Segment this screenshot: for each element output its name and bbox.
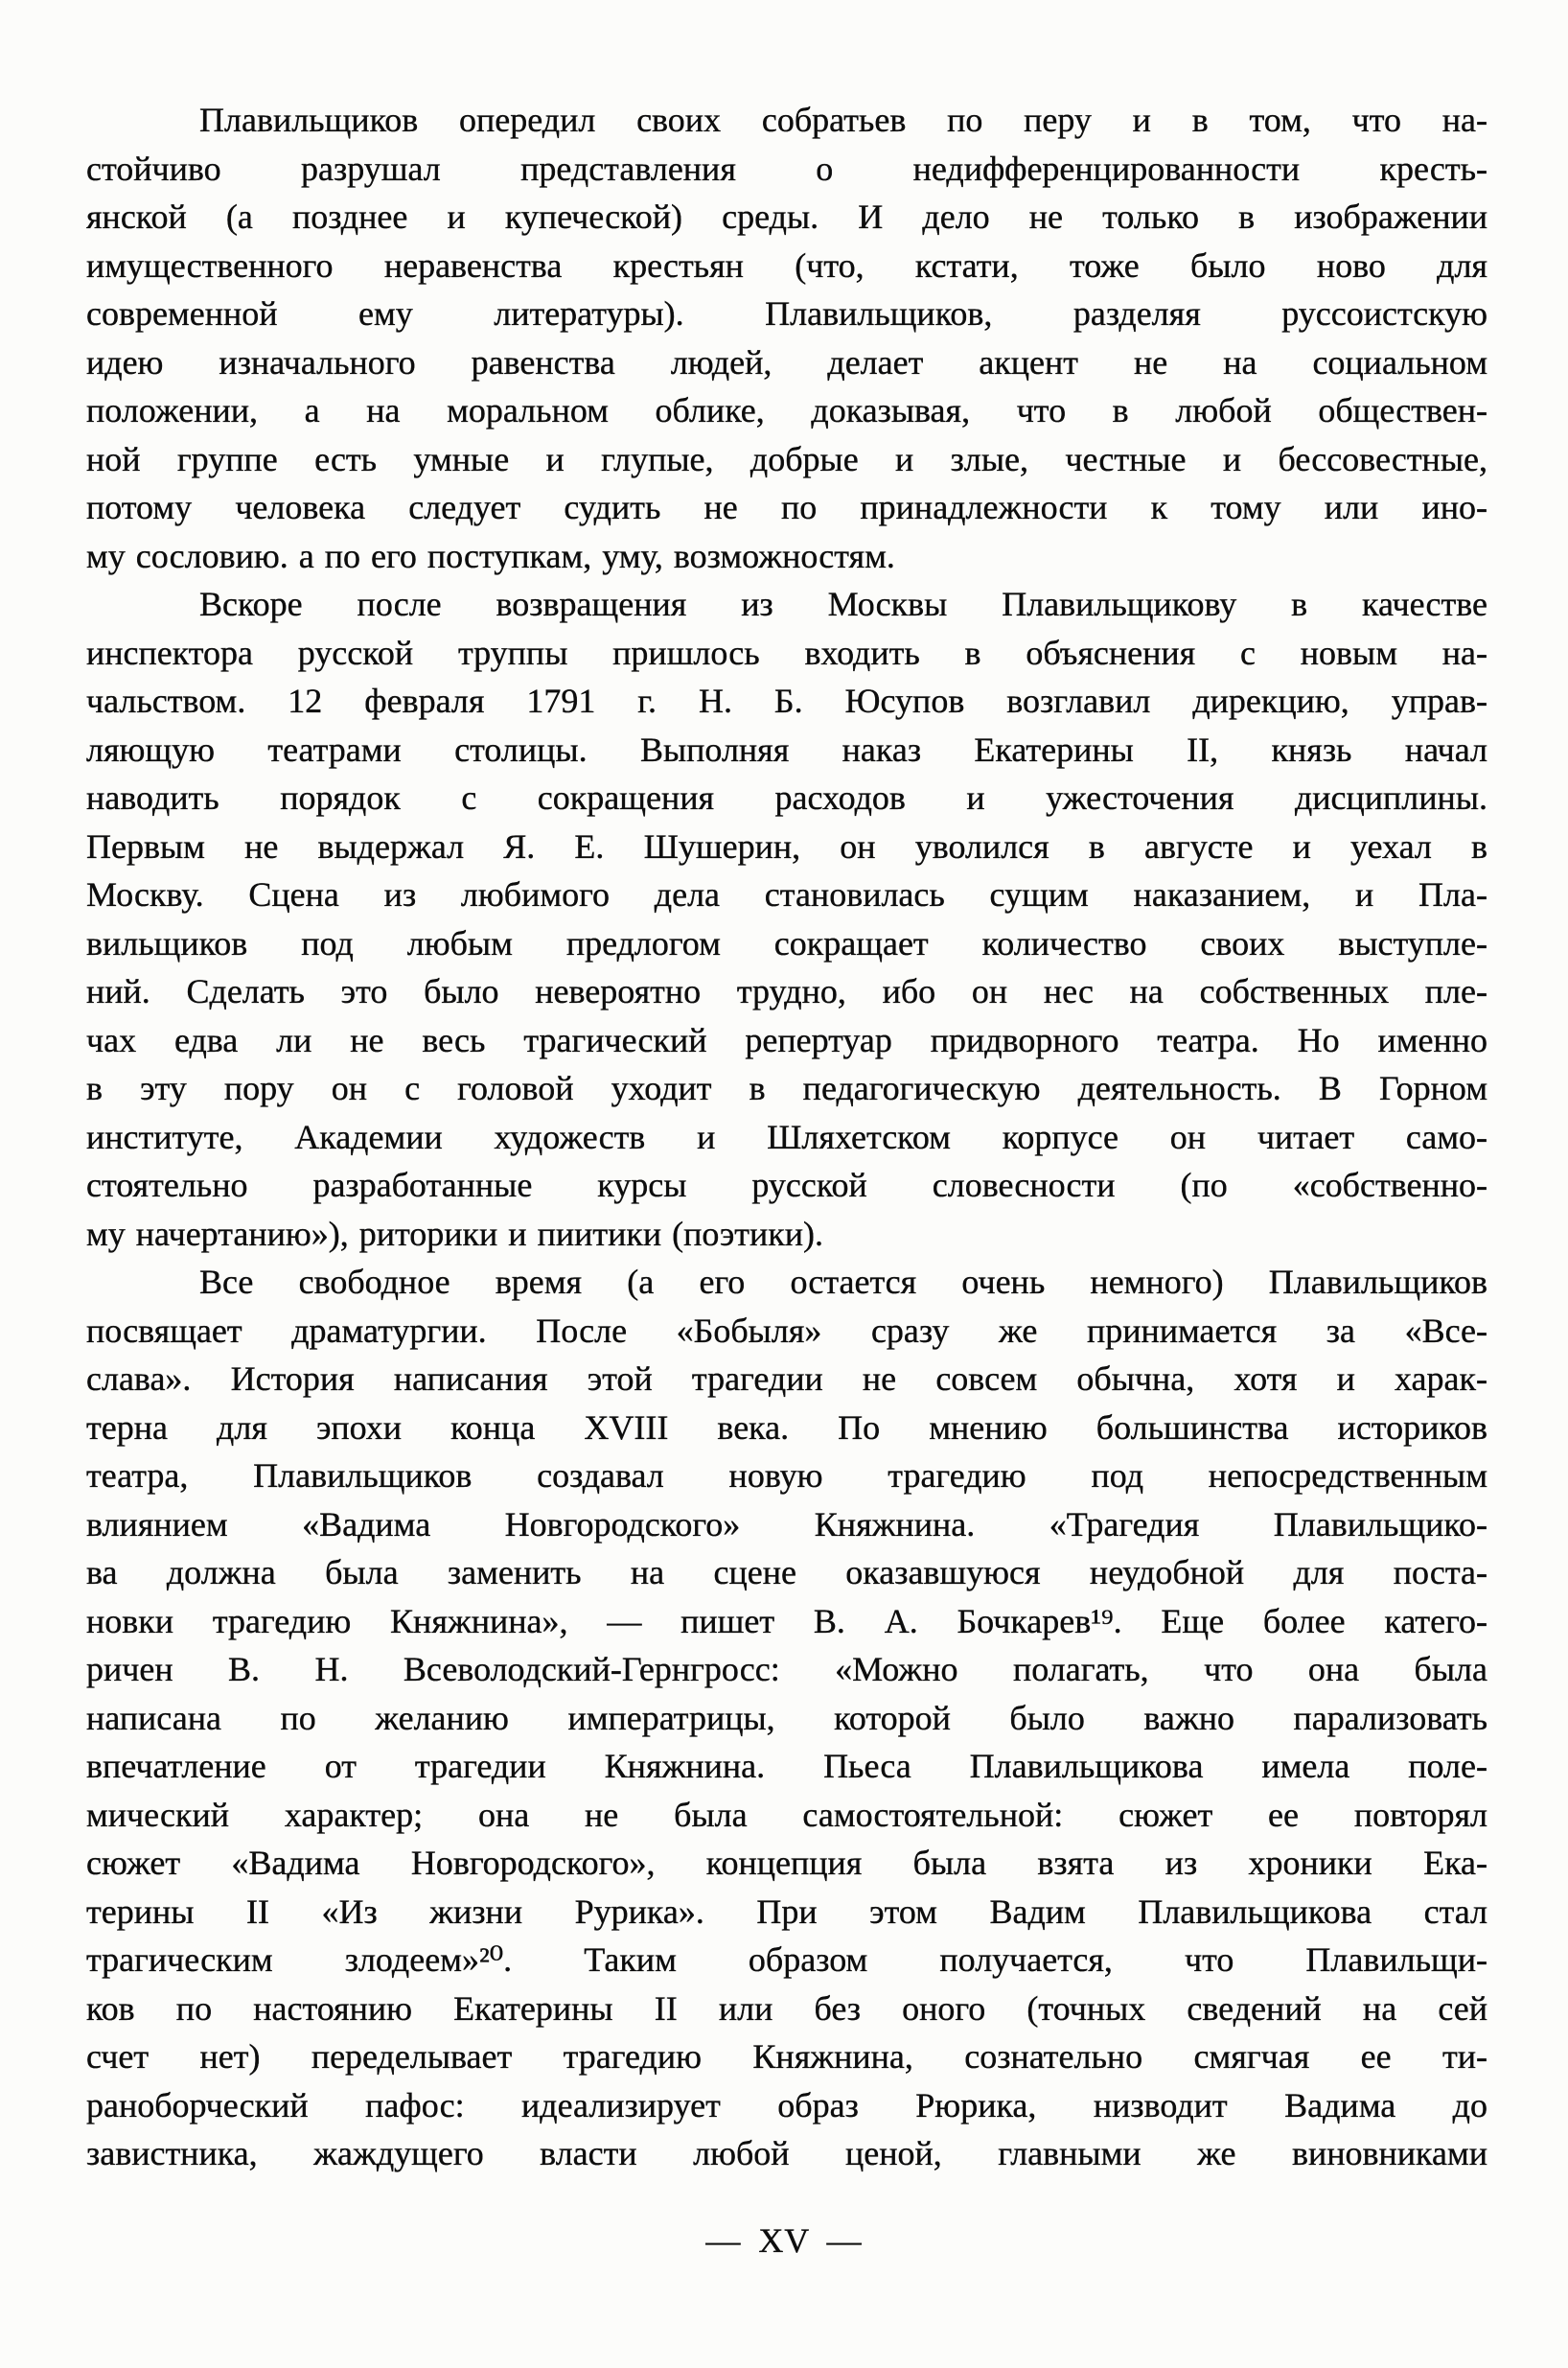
text-line: в эту пору он с головой уходит в педагогическую деятельность. В Горном <box>86 1069 1487 1107</box>
text-line: завистника, жаждущего власти любой ценой, главными же виновниками <box>86 2134 1487 2172</box>
text-line: положении, а на моральном облике, доказывая, что в любой обществен- <box>86 391 1487 429</box>
text-line: чальством. 12 февраля 1791 г. Н. Б. Юсупов возглавил дирекцию, управ- <box>86 682 1487 720</box>
text-line: терины II «Из жизни Рурика». При этом Вадим Плавильщикова стал <box>86 1892 1487 1931</box>
text-line: ляющую театрами столицы. Выполняя наказ Екатерины II, князь начал <box>86 730 1487 769</box>
text-line: Все свободное время (а его остается очень немного) Плавильщиков <box>199 1263 1487 1301</box>
text-line: трагическим злодеем»²⁰. Таким образом получается, что Плавильщи- <box>86 1940 1487 1979</box>
text-line: терна для эпохи конца XVIII века. По мнению большинства историков <box>86 1407 1487 1447</box>
text-line: мический характер; она не была самостоятельной: сюжет ее повторял <box>86 1795 1487 1834</box>
text-line: Плавильщиков опередил своих собратьев по перу и в том, что на- <box>199 101 1487 139</box>
page-number: — XV — <box>705 2221 863 2260</box>
text-line: Первым не выдержал Я. Е. Шушерин, он уволился в августе и уехал в <box>86 826 1487 866</box>
text-line: слава». История написания этой трагедии не совсем обычна, хотя и харак- <box>86 1359 1487 1398</box>
text-line: потому человека следует судить не по принадлежности к тому или ино- <box>86 488 1487 526</box>
text-line: новки трагедию Княжнина», — пишет В. А. Бочкарев¹⁹. Еще более катего- <box>86 1601 1487 1640</box>
text-line: инспектора русской труппы пришлось входить в объяснения с новым на- <box>86 633 1487 672</box>
text-line: ва должна была заменить на сцене оказавшуюся неудобной для поста- <box>86 1553 1487 1591</box>
text-line: стойчиво разрушал представления о недифференцированности кресть- <box>86 149 1487 188</box>
text-line: имущественного неравенства крестьян (что, кстати, тоже было ново для <box>86 245 1487 285</box>
text-line: наводить порядок с сокращения расходов и ужесточения дисциплины. <box>86 778 1487 817</box>
text-line: чах едва ли не весь трагический репертуар придворного театра. Но именно <box>86 1020 1487 1059</box>
text-line: ной группе есть умные и глупые, добрые и злые, честные и бессовестные, <box>86 439 1487 478</box>
text-line: стоятельно разработанные курсы русской словесности (по «собственно- <box>86 1166 1487 1204</box>
text-line: му сословию. а по его поступкам, уму, возможностям. <box>86 536 895 575</box>
text-line: Вскоре после возвращения из Москвы Плавильщикову в качестве <box>199 585 1487 623</box>
text-line: янской (а позднее и купеческой) среды. И дело не только в изображении <box>86 197 1487 236</box>
text-line: написана по желанию императрицы, которой было важно парализовать <box>86 1698 1487 1737</box>
text-line: Москву. Сцена из любимого дела становилась сущим наказанием, и Пла- <box>86 875 1487 914</box>
text-line: впечатление от трагедии Княжнина. Пьеса Плавильщикова имела поле- <box>86 1747 1487 1785</box>
text-line: ков по настоянию Екатерины II или без оного (точных сведений на сей <box>86 1988 1487 2028</box>
text-line: му начертанию»), риторики и пиитики (поэтики). <box>86 1214 824 1253</box>
text-line: вильщиков под любым предлогом сокращает количество своих выступле- <box>86 923 1487 963</box>
text-line: ричен В. Н. Всеволодский-Гернгросс: «Можно полагать, что она была <box>86 1650 1487 1688</box>
text-line: раноборческий пафос: идеализирует образ Рюрика, низводит Вадима до <box>86 2085 1487 2124</box>
body-text <box>86 96 1487 2178</box>
text-line: институте, Академии художеств и Шляхетском корпусе он читает само- <box>86 1117 1487 1156</box>
text-line: современной ему литературы). Плавильщиков, разделяя руссоистскую <box>86 294 1487 333</box>
text-line: идею изначального равенства людей, делает акцент не на социальном <box>86 342 1487 382</box>
text-line: театра, Плавильщиков создавал новую трагедию под непосредственным <box>86 1456 1487 1495</box>
text-line: посвящает драматургии. После «Бобыля» сразу же принимается за «Все- <box>86 1311 1487 1350</box>
text-line: сюжет «Вадима Новгородского», концепция была взята из хроники Ека- <box>86 1844 1487 1882</box>
text-line: ний. Сделать это было невероятно трудно, ибо он нес на собственных пле- <box>86 972 1487 1010</box>
text-line: влиянием «Вадима Новгородского» Княжнина. «Трагедия Плавильщико- <box>86 1504 1487 1544</box>
text-line: счет нет) переделывает трагедию Княжнина, сознательно смягчая ее ти- <box>86 2037 1487 2076</box>
